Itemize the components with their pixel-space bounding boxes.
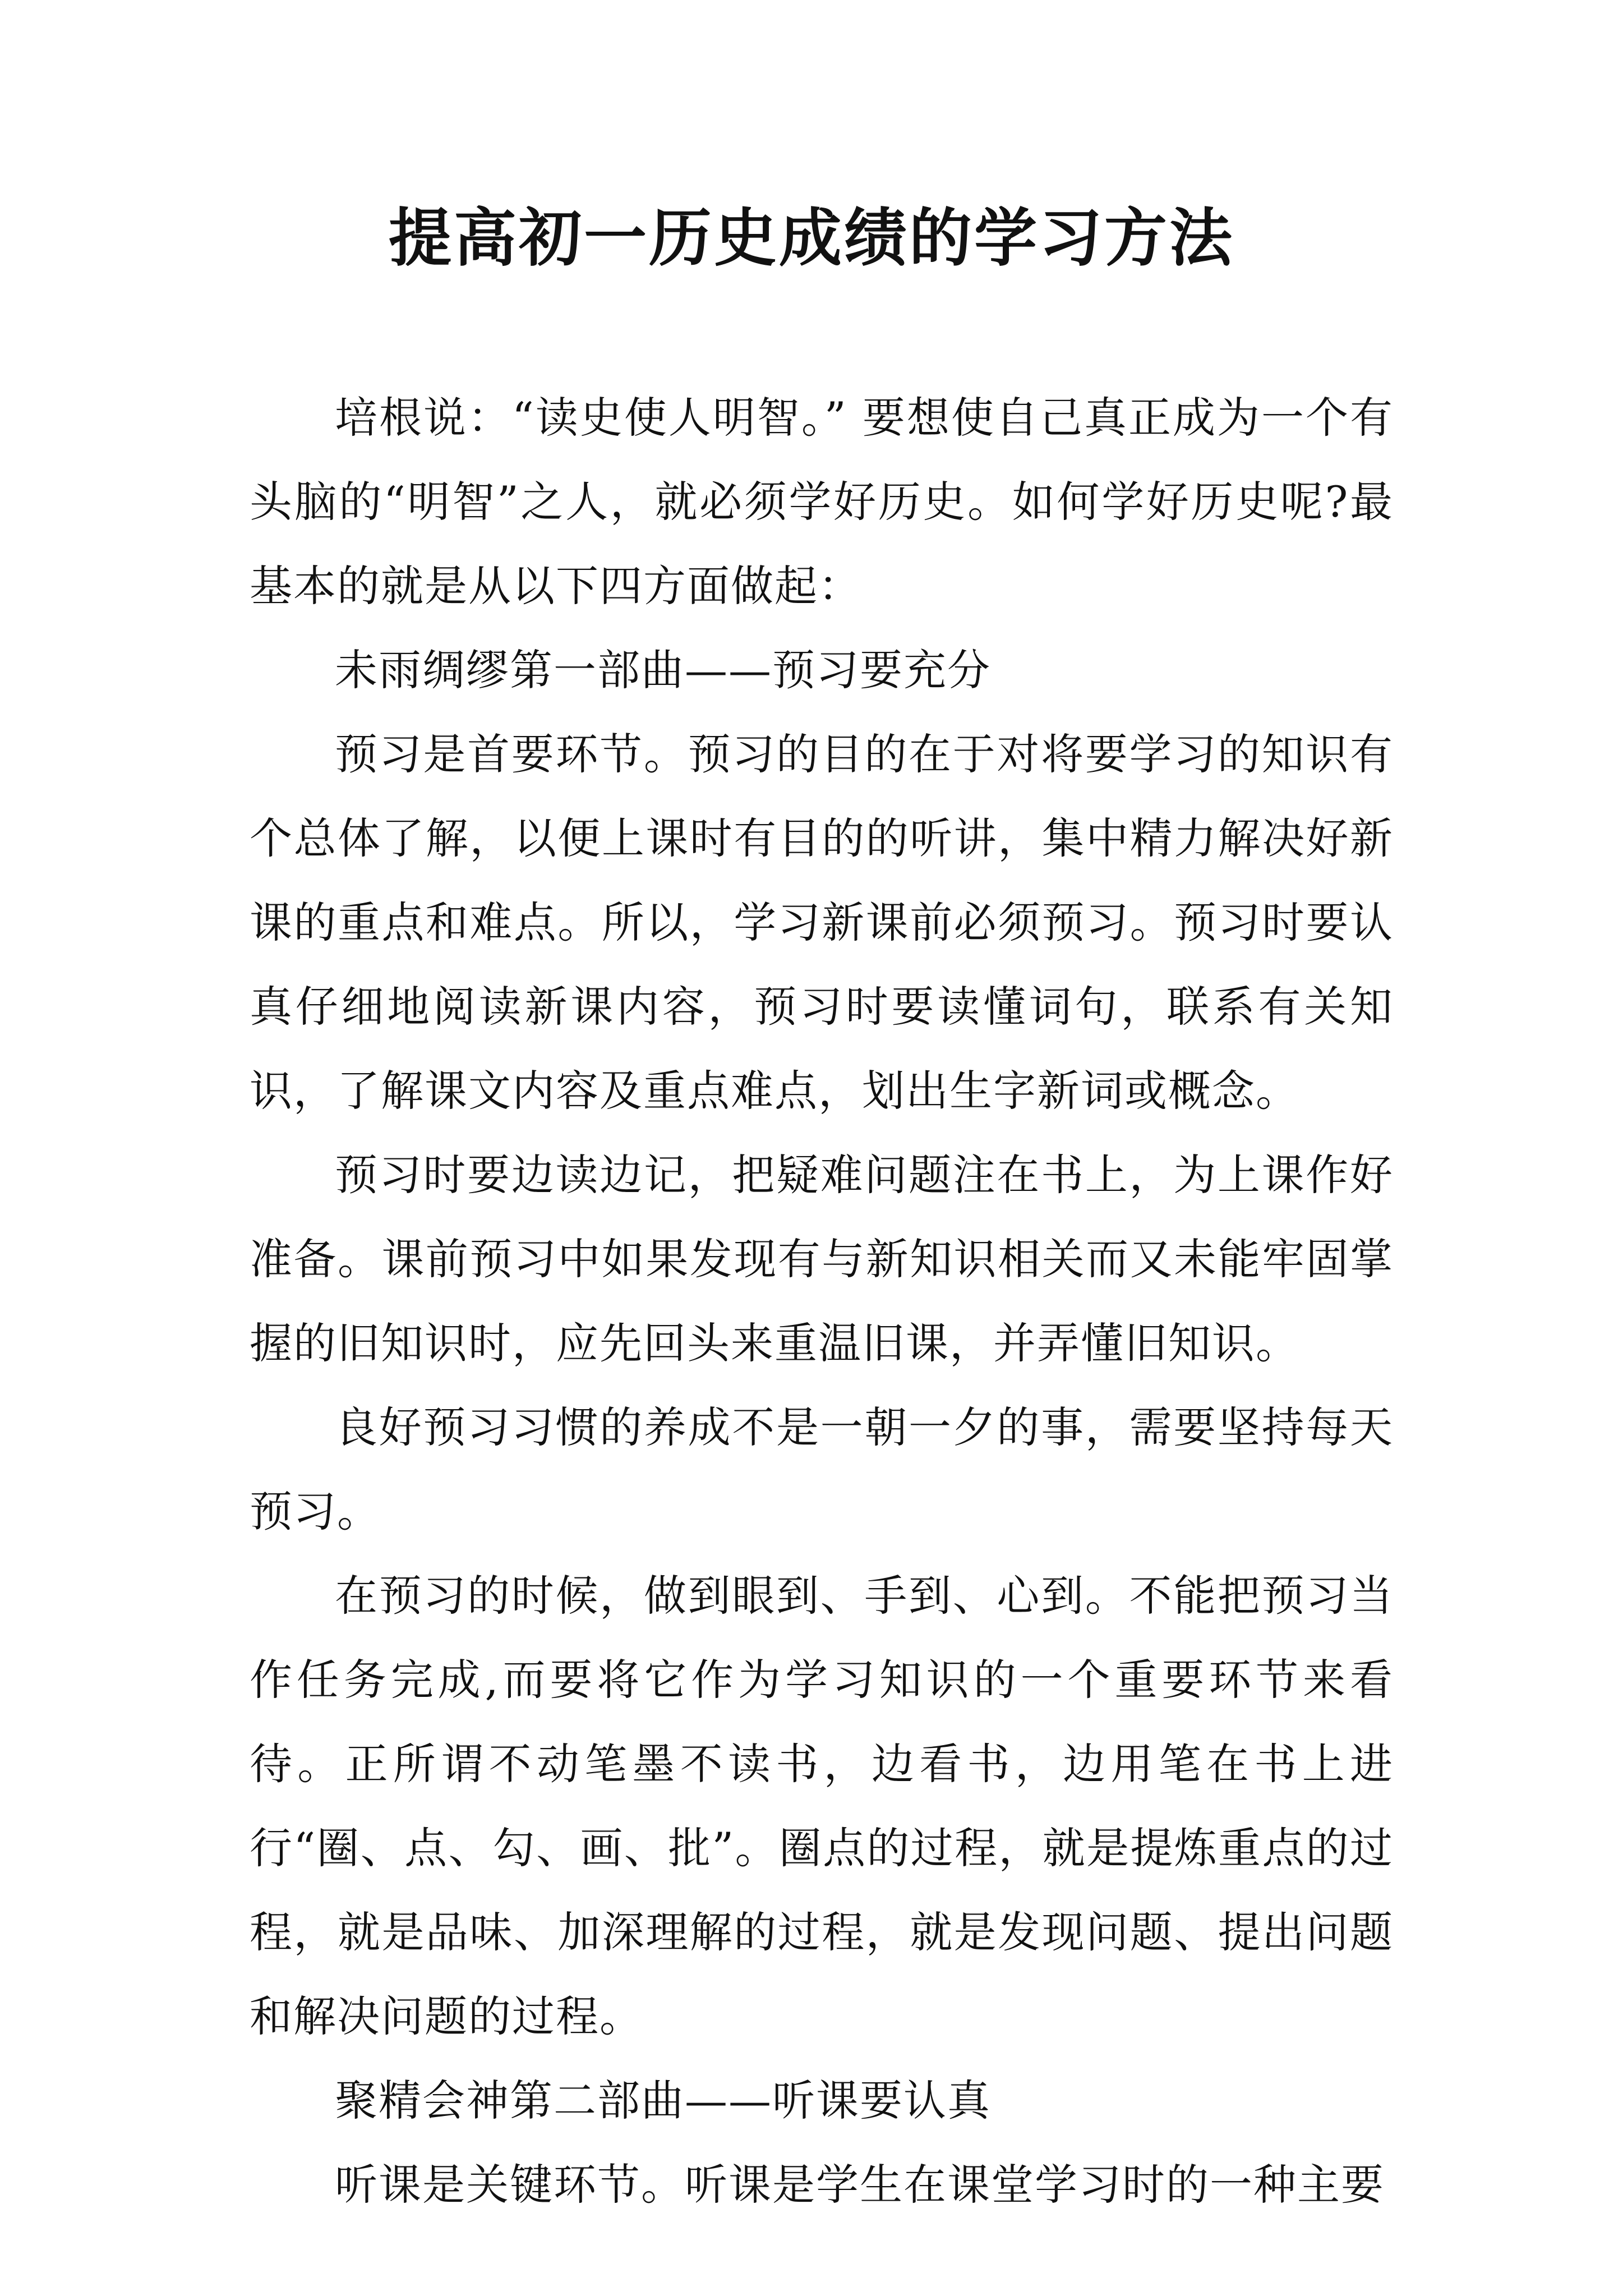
document-title: 提高初一历史成绩的学习方法 [389, 201, 1234, 275]
section-heading-listening: 聚精会神第二部曲——听课要认真 [335, 2076, 991, 2125]
paragraph-listening-importance: 听课是关键环节。听课是学生在课堂学习时的一种主要 [335, 2160, 1385, 2210]
section-heading-preview: 未雨绸缪第一部曲——预习要充分 [335, 645, 991, 695]
paragraph-preview-method: 在预习的时候，做到眼到、手到、心到。不能把预习当作任务完成,而要将它作为学习知识的一个重要环节来看待。正所谓不动笔墨不读书，边看书，边用笔在书上进行“圈、点、勾、画、批”。圈点的过程，就是提炼重点的过程，就是品味、加深理解的过程，就是发现问题、提出问题和解决问题的过程。 [250, 1571, 1394, 2041]
paragraph-preview-notes: 预习时要边读边记，把疑难问题注在书上，为上课作好准备。课前预习中如果发现有与新知识相关而又未能牢固掌握的旧知识时，应先回头来重温旧课，并弄懂旧知识。 [250, 1150, 1394, 1368]
document-body [250, 376, 1394, 2227]
paragraph-preview-habit: 良好预习习惯的养成不是一朝一夕的事，需要坚持每天预习。 [250, 1402, 1394, 1536]
paragraph-preview-importance: 预习是首要环节。预习的目的在于对将要学习的知识有个总体了解，以便上课时有目的的听讲，集中精力解决好新课的重点和难点。所以，学习新课前必须预习。预习时要认真仔细地阅读新课内容，预习时要读懂词句，联系有关知识，了解课文内容及重点难点，划出生字新词或概念。 [250, 729, 1394, 1116]
paragraph-intro: 培根说：“读史使人明智。” 要想使自己真正成为一个有头脑的“明智”之人，就必须学好历史。如何学好历史呢?最基本的就是从以下四方面做起： [250, 393, 1394, 611]
